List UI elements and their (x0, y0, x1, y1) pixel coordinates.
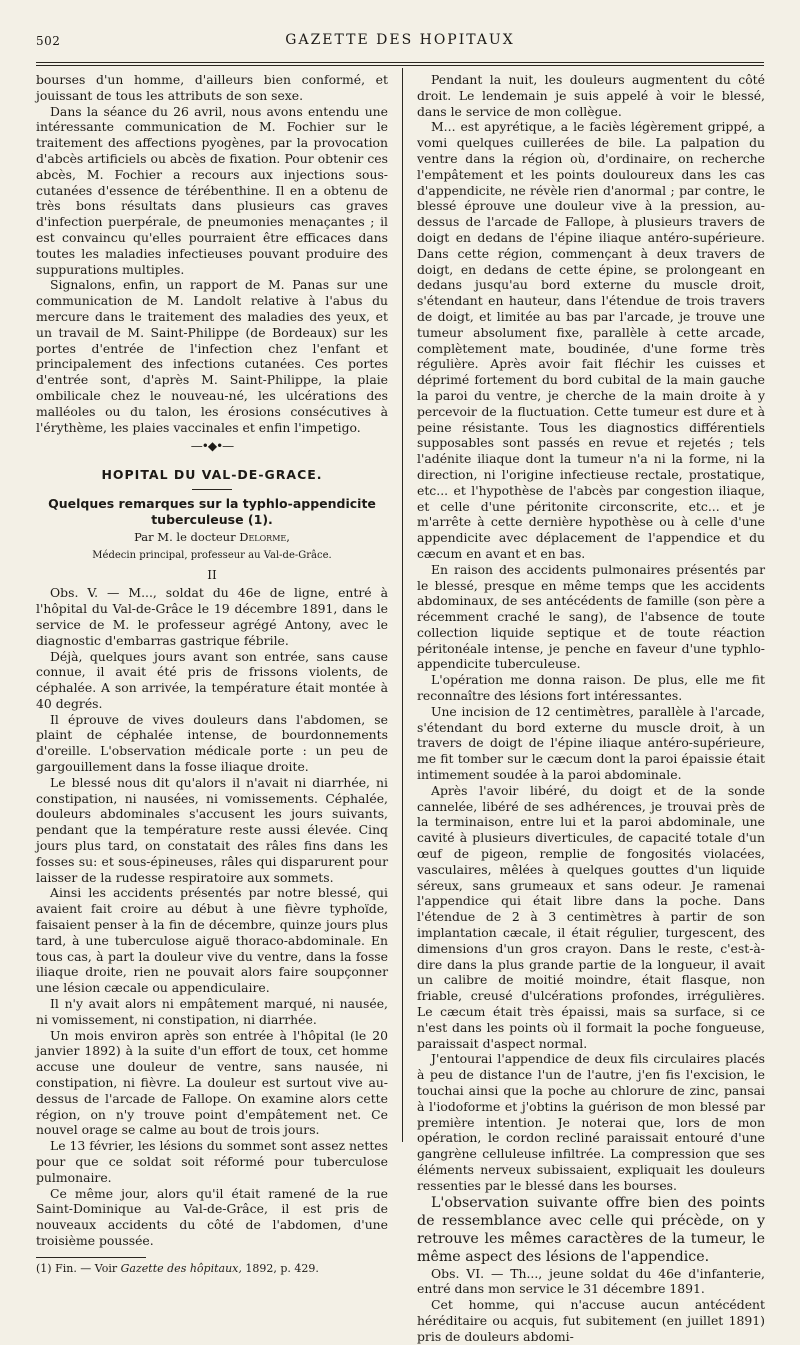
left-column (36, 72, 388, 1276)
article-title-line: Quelques remarques sur la typhlo-appendicite (48, 495, 376, 511)
paragraph: Dans la séance du 26 avril, nous avons entendu une intéressante communication de M. Fochier sur le traitement des affections pyogènes, par la provocation d'abcès artificiels ou abcès de fixation. Pour obtenir ces abcès, M. Fochier a recours aux injections sous-cutanées d'essence de térébenthine. Il en a obtenu de très bons résultats dans plusieurs cas graves d'infection puerpérale, de pneumonies menaçantes ; il est convaincu qu'elles pourraient être efficaces dans toutes les maladies infectieuses pouvant produire des suppurations multiples. (36, 103, 388, 277)
header-rule-top (36, 62, 764, 63)
section-title: HOPITAL DU VAL-DE-GRACE. (101, 467, 323, 483)
paragraph: Obs. V. — M..., soldat du 46e de ligne, entré à l'hôpital du Val-de-Grâce le 19 décembre 1891, dans le service de M. le professeur agrégé Antony, avec le diagnostic d'embarras gastrique fébrile. (36, 585, 388, 648)
paragraph: Une incision de 12 centimètres, parallèle à l'arcade, s'étendant du bord externe du muscle droit, à un travers de doigt de l'épine iliaque antéro-supérieure, me fit tomber sur le cæcum dont la paroi épaissie était intimement soudée à la paroi abdominale. (417, 703, 765, 783)
paragraph: Déjà, quelques jours avant son entrée, sans cause connue, il avait été pris de frissons violents, de céphalée. A son arrivée, la température était montée à 40 degrés. (36, 648, 388, 711)
paragraph: Pendant la nuit, les douleurs augmentent du côté droit. Le lendemain je suis appelé à voir le blessé, dans le service de mon collègue. (417, 72, 765, 119)
paragraph: Cet homme, qui n'accuse aucun antécédent héréditaire ou acquis, fut subitement (en juillet 1891) pris de douleurs abdomi- (417, 1297, 765, 1344)
paragraph: Obs. VI. — Th..., jeune soldat du 46e d'infanterie, entré dans mon service le 31 décembre 1891. (417, 1265, 765, 1297)
paragraph: Il n'y avait alors ni empâtement marqué, ni nausée, ni vomissement, ni constipation, ni diarrhée. (36, 996, 388, 1027)
page-number: 502 (36, 34, 61, 48)
paragraph-large: L'observation suivante offre bien des points de ressemblance avec celle qui précède, on y retrouve les mêmes caractères de la tumeur, le même aspect des lésions de l'appendice. (417, 1194, 765, 1265)
footnote (36, 1262, 388, 1276)
footnote-rule (36, 1257, 146, 1258)
section-rule (192, 489, 232, 490)
footnote-text: (1) Fin. — Voir (36, 1261, 118, 1275)
article-title (36, 496, 388, 528)
paragraph: Après l'avoir libéré, du doigt et de la sonde cannelée, libéré de ses adhérences, je trouvai près de la terminaison, entre lui et la paroi abdominale, une cavité à plusieurs diverticules, de capacité totale d'un œuf de pigeon, remplie de fongosités violacées, vasculaires, mêlées à quelques gouttes d'un liquide séreux, sans grumeaux et sans odeur. Je ramenai l'appendice qui était libre dans la poche. Dans l'étendue de 2 à 3 centimètres à partir de son implantation cæcale, il était régulier, turgescent, des dimensions d'un gros crayon. Dans le reste, c'est-à-dire dans la plus grande partie de la longueur, il avait un calibre de moitié moindre, était flasque, non friable, creusé d'ulcérations profondes, irrégulières. Le cæcum était très épaissi, mais sa surface, si ce n'est dans les points où il formait la poche fongueuse, paraissait d'aspect normal. (417, 782, 765, 1051)
paragraph: Il éprouve de vives douleurs dans l'abdomen, se plaint de céphalée intense, de bourdonnements d'oreille. L'observation médicale porte : un peu de gargouillement dans la fosse iliaque droite. (36, 711, 388, 775)
paragraph: M... est apyrétique, a le faciès légèrement grippé, a vomi quelques cuillerées de bile. La palpation du ventre dans la région où, d'ordinaire, on recherche l'empâtement et les points douloureux dans les cas d'appendicite, ne révèle rien d'anormal ; par contre, le blessé éprouve une douleur vive à la pression, au-dessus de l'arcade de Fallope, à plusieurs travers de doigt en dedans de l'épine iliaque antéro-supérieure. Dans cette région, commençant à deux travers de doigt, en dedans de cette épine, se prolongeant en dedans jusqu'au bord externe du muscle droit, s'étendant en hauteur, dans l'étendue de trois travers de doigt, et limitée au bas par l'arcade, je trouve une tumeur absolument fixe, parallèle à cette arcade, complètement mate, boudinée, d'une forme très régulière. Après avoir fait fléchir les cuisses et déprimé fortement du bord cubital de la main gauche la paroi du ventre, je cherche de la main droite à y percevoir de la fluctuation. Cette tumeur est dure et à peine résistante. Tous les diagnostics différentiels supposables sont passés en revue et rejetés ; tels l'adénite iliaque dont la tumeur n'a ni la forme, ni la direction, ni l'origine infectieuse rectale, prostatique, etc... et l'hypothèse de l'abcès par congestion iliaque, et celle d'une péritonite circonscrite, etc... et je m'arrête à cette dernière hypothèse ou à celle d'une appendicite avec déplacement de l'appendice et du cæcum en avant et en bas. (417, 119, 765, 561)
paragraph: Le 13 février, les lésions du sommet sont assez nettes pour que ce soldat soit réformé pour tuberculose pulmonaire. (36, 1138, 388, 1185)
column-divider (402, 68, 403, 1142)
right-column (417, 72, 765, 1345)
author-affiliation: Médecin principal, professeur au Val-de-Grâce. (92, 549, 332, 561)
article-title-line: tuberculeuse (1). (151, 511, 273, 527)
byline (36, 530, 388, 546)
paragraph: L'opération me donna raison. De plus, elle me fit reconnaître des lésions fort intéressantes. (417, 672, 765, 704)
page-header (36, 30, 764, 52)
section-ornament: —•◆•— (190, 439, 234, 454)
paragraph: J'entourai l'appendice de deux fils circulaires placés à peu de distance l'un de l'autre, j'en fis l'excision, le touchai ainsi que la poche au chlorure de zinc, pansai à l'iodoforme et j'obtins la guérison de mon blessé par première intention. Je noterai que, lors de mon opération, le cordon recliné paraissait entouré d'une gangrène celluleuse infiltrée. La compression que ses éléments nerveux subissaient, expliquait les douleurs ressenties par le blessé dans les bourses. (417, 1051, 765, 1193)
footnote-ref: 1892, p. 429. (245, 1261, 319, 1275)
paragraph: En raison des accidents pulmonaires présentés par le blessé, presque en même temps que les accidents abdominaux, de ses antécédents de famille (son père a récemment craché le sang), de l'absence de toute collection liquide septique et de toute réaction péritonéale intense, je penche en faveur d'une typhlo-appendicite tuberculeuse. (417, 561, 765, 672)
paragraph: Ainsi les accidents présentés par notre blessé, qui avaient fait croire au début à une fièvre typhoïde, faisaient penser à la fin de décembre, quinze jours plus tard, à une tuberculose aiguë thoraco-abdominale. En tous cas, à part la douleur vive du ventre, dans la fosse iliaque droite, rien ne pouvait alors faire soupçonner une lésion cæcale ou appendiculaire. (36, 885, 388, 996)
paragraph: Un mois environ après son entrée à l'hôpital (le 20 janvier 1892) à la suite d'un effort de toux, cet homme accuse une douleur de ventre, sans nausée, ni constipation, ni fièvre. La douleur est surtout vive au-dessus de l'arcade de Fallope. On examine alors cette région, on n'y trouve point d'empâtement net. Ce nouvel orage se calme au bout de trois jours. (36, 1027, 388, 1138)
journal-title: GAZETTE DES HOPITAUX (285, 32, 515, 48)
paragraph: bourses d'un homme, d'ailleurs bien conformé, et jouissant de tous les attributs de son sexe. (36, 72, 388, 103)
paragraph: Ce même jour, alors qu'il était ramené de la rue Saint-Dominique au Val-de-Grâce, il est pris de nouveaux accidents du côté de l'abdomen, d'une troisième poussée. (36, 1185, 388, 1248)
author-name: Delorme, (239, 529, 290, 544)
footnote-source: Gazette des hôpitaux, (120, 1261, 242, 1275)
paragraph: Le blessé nous dit qu'alors il n'avait ni diarrhée, ni constipation, ni nausées, ni vomissements. Céphalée, douleurs abdominales s'accusent les jours suivants, pendant que la température reste aussi élevée. Cinq jours plus tard, on constatait des râles fins dans les fosses su: et sous-épineuses, râles qui disparurent pour laisser de la rudesse respiratoire aux sommets. (36, 774, 388, 885)
part-number: II (207, 567, 217, 582)
header-rule-bottom (36, 65, 764, 66)
paragraph: Signalons, enfin, un rapport de M. Panas sur une communication de M. Landolt relative à l'abus du mercure dans le traitement des maladies des yeux, et un travail de M. Saint-Philippe (de Bordeaux) sur les portes d'entrée de l'infection chez l'enfant et principalement des infections cutanées. Ces portes d'entrée sont, d'après M. Saint-Philippe, la plaie ombilicale chez le nouveau-né, les ulcérations des malléoles ou du talon, les érosions consécutives à l'érythème, les plaies vaccinales et enfin l'impetigo. (36, 277, 388, 435)
byline-prefix: Par M. le docteur (134, 529, 236, 544)
